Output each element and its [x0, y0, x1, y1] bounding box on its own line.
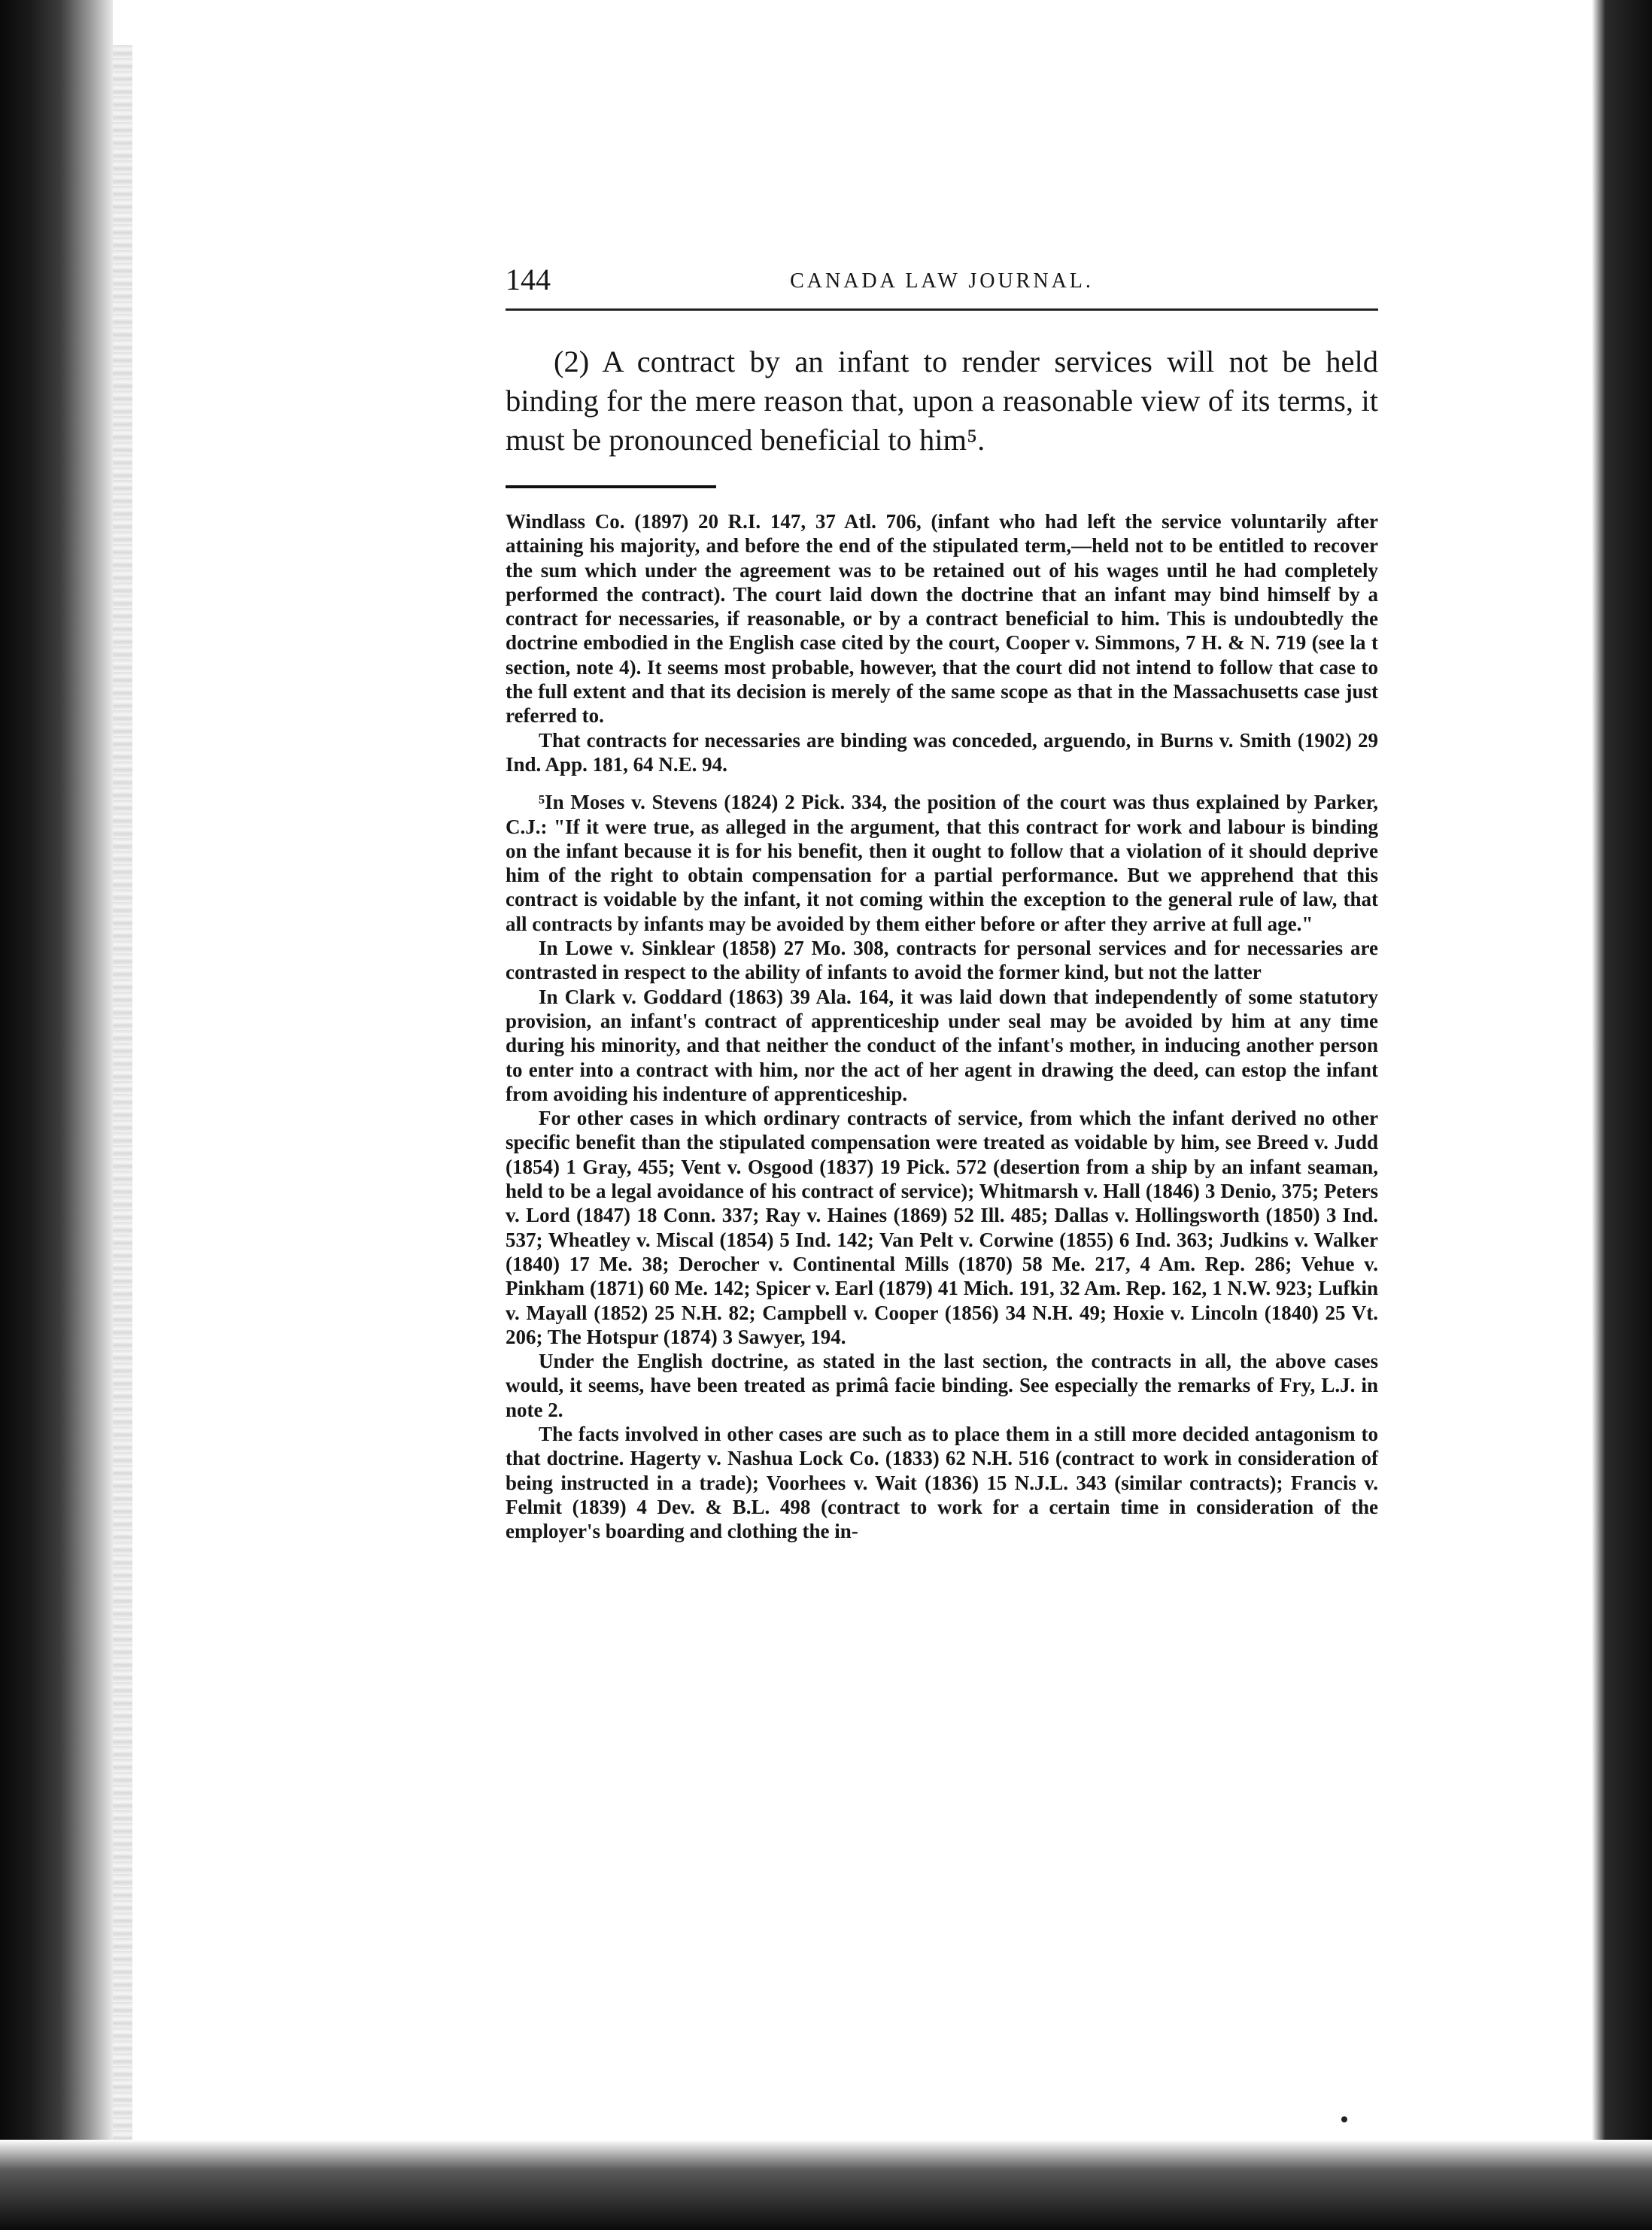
page-stack-edge: [113, 45, 132, 2152]
footnote-paragraph: ⁵In Moses v. Stevens (1824) 2 Pick. 334, the position of the court was thus explained by Parker, C.J.: "If it were true, as alleged in the argument, that this contract for work and labour is binding on the infant because it is for his benefit, then it ought to follow that a violation of it should deprive him of the right to obtain compensation for a partial performance. But we apprehend that this contract is voidable by the infant, it not coming within the exception to the general rule of law, that all contracts by infants may be avoided by them either before or after they arrive at full age.": [506, 791, 1378, 935]
footnote-paragraph: For other cases in which ordinary contracts of service, from which the infant derived no other specific benefit than the stipulated compensation were treated as voidable by him, see Breed v. Judd (1854) 1 Gray, 455; Vent v. Osgood (1837) 19 Pick. 572 (desertion from a ship by an infant seaman, held to be a legal avoidance of his contract of service); Whitmarsh v. Hall (1846) 3 Denio, 375; Peters v. Lord (1847) 18 Conn. 337; Ray v. Haines (1869) 52 Ill. 485; Dallas v. Hollingsworth (1850) 3 Ind. 537; Wheatley v. Miscal (1854) 5 Ind. 142; Van Pelt v. Corwine (1855) 6 Ind. 363; Judkins v. Walker (1840) 17 Me. 38; Derocher v. Continental Mills (1870) 58 Me. 217, 4 Am. Rep. 286; Vehue v. Pinkham (1871) 60 Me. 142; Spicer v. Earl (1879) 41 Mich. 191, 32 Am. Rep. 162, 1 N.W. 923; Lufkin v. Mayall (1852) 25 N.H. 82; Campbell v. Cooper (1856) 34 N.H. 49; Hoxie v. Lincoln (1840) 25 Vt. 206; The Hotspur (1874) 3 Sawyer, 194.: [506, 1107, 1378, 1348]
footnote-divider: [506, 485, 716, 488]
footnote-5: [506, 790, 1378, 1543]
footnote-paragraph: Under the English doctrine, as stated in the last section, the contracts in all, the above cases would, it seems, have been treated as primâ facie binding. See especially the remarks of Fry, L.J. in note 2.: [506, 1350, 1378, 1421]
page-text-block: [506, 256, 1378, 1543]
footnote-paragraph: In Clark v. Goddard (1863) 39 Ala. 164, it was laid down that independently of some statutory provision, an infant's contract of apprenticeship under seal may be avoided by him at any time during his minority, and that neither the conduct of the infant's mother, in inducing another person to enter into a contract with him, nor the act of her agent in drawing the deed, can estop the infant from avoiding his indenture of apprenticeship.: [506, 985, 1378, 1105]
footnote-paragraph: In Lowe v. Sinklear (1858) 27 Mo. 308, contracts for personal services and for necessaries are contrasted in respect to the ability of infants to avoid the former kind, but not the latter: [506, 937, 1378, 984]
footnote-paragraph: That contracts for necessaries are binding was conceded, arguendo, in Burns v. Smith (1902) 29 Ind. App. 181, 64 N.E. 94.: [506, 728, 1378, 776]
page-number: 144: [506, 263, 551, 296]
main-paragraph: (2) A contract by an infant to render services will not be held binding for the mere reason that, upon a reasonable view of its terms, it must be pronounced beneficial to him⁵.: [506, 345, 1378, 457]
right-page-edge: [1592, 0, 1652, 2230]
book-binding-shadow: [0, 0, 113, 2230]
footnote-paragraph: The facts involved in other cases are such as to place them in a still more decided antagonism to that doctrine. Hagerty v. Nashua Lock Co. (1833) 62 N.H. 516 (contract to work in consideration of being instructed in a trade); Voorhees v. Wait (1836) 15 N.J.L. 343 (similar contracts); Francis v. Felmit (1839) 4 Dev. & B.L. 498 (contract to work for a certain time in consideration of the employer's boarding and clothing the in-: [506, 1422, 1378, 1543]
footnote-paragraph: Windlass Co. (1897) 20 R.I. 147, 37 Atl. 706, (infant who had left the service voluntarily after attaining his majority, and before the end of the stipulated term,—held not to be entitled to recover the sum which under the agreement was to be retained out of his wages until he had completely performed the contract). The court laid down the doctrine that an infant may bind himself by a contract for necessaries, if reasonable, or by a contract beneficial to him. This is undoubtedly the doctrine embodied in the English case cited by the court, Cooper v. Simmons, 7 H. & N. 719 (see la t section, note 4). It seems most probable, however, that the court did not intend to follow that case to the full extent and that its decision is merely of the same scope as that in the Massachusetts case just referred to.: [506, 510, 1378, 728]
journal-title: CANADA LAW JOURNAL.: [790, 269, 1094, 293]
scan-speck: [1341, 2116, 1347, 2122]
bottom-page-edge: [0, 2140, 1652, 2230]
running-head: [506, 256, 1378, 311]
footnote-4: [506, 509, 1378, 776]
